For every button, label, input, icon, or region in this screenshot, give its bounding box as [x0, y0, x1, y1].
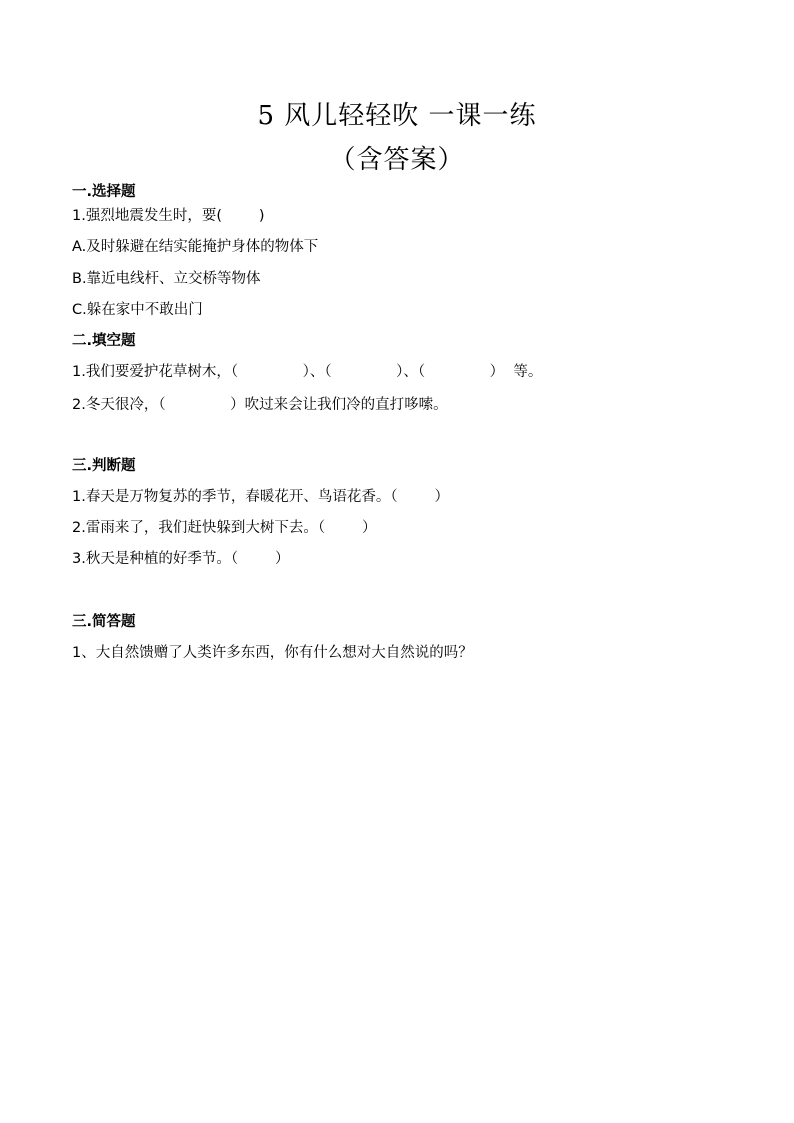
- section-heading-fill: 二.填空题: [72, 333, 136, 349]
- page-subtitle: （含答案）: [329, 145, 465, 175]
- judge-question-3: 3.秋天是种植的好季节。（ ）: [72, 551, 290, 567]
- fill-question-1: 1.我们要爱护花草树木，（ ）、（ ）、（ ） 等。: [72, 364, 543, 380]
- section-heading-choice: 一.选择题: [72, 184, 136, 200]
- choice-question-1: 1.强烈地震发生时，要( ): [72, 208, 265, 224]
- page-title: 5 风儿轻轻吹 一课一练: [257, 101, 537, 131]
- choice-option-c: C.躲在家中不敢出门: [72, 302, 203, 318]
- choice-option-b: B.靠近电线杆、立交桥等物体: [72, 271, 261, 287]
- judge-question-2: 2.雷雨来了，我们赶快躲到大树下去。（ ）: [72, 520, 377, 536]
- section-heading-judge: 三.判断题: [72, 458, 136, 474]
- fill-question-2: 2.冬天很冷，（ ）吹过来会让我们冷的直打哆嗦。: [72, 397, 448, 413]
- short-answer-question-1: 1、大自然馈赠了人类许多东西，你有什么想对大自然说的吗？: [72, 645, 473, 661]
- choice-option-a: A.及时躲避在结实能掩护身体的物体下: [72, 239, 319, 255]
- judge-question-1: 1.春天是万物复苏的季节，春暖花开、鸟语花香。（ ）: [72, 489, 449, 505]
- section-heading-short-answer: 三.简答题: [72, 614, 136, 630]
